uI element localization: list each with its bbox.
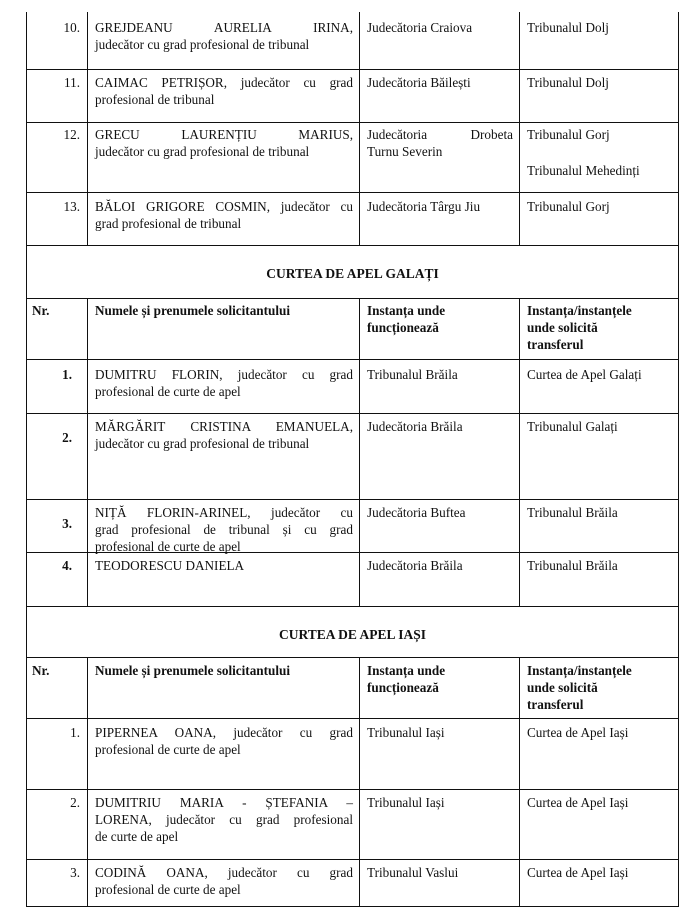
current-court: Judecătoria Brăila — [367, 419, 463, 434]
row-divider — [26, 359, 679, 360]
applicant-name: profesional de curte de apel — [95, 882, 241, 897]
column-header-current-court: funcționează — [367, 680, 439, 695]
row-divider — [26, 789, 679, 790]
row-number: 1. — [62, 367, 72, 382]
applicant-name: profesional de curte de apel — [95, 742, 241, 757]
row-number: 3. — [62, 516, 72, 531]
column-header-name: Numele și prenumele solicitantului — [95, 663, 291, 678]
column-divider — [519, 298, 520, 606]
applicant-name: profesional de curte de apel — [95, 539, 241, 554]
column-divider — [87, 657, 88, 907]
requested-court: Tribunalul Brăila — [527, 505, 618, 520]
applicant-name: CAIMAC PETRIȘOR, judecător cu grad — [95, 75, 353, 90]
current-court: Judecătoria Târgu Jiu — [367, 199, 481, 214]
applicant-name: CODINĂ OANA, judecător cu grad — [95, 865, 353, 880]
row-divider — [26, 657, 679, 658]
applicant-name: judecător cu grad profesional de tribunal — [95, 37, 310, 52]
applicant-name: judecător cu grad profesional de tribunal — [95, 144, 310, 159]
requested-court: Curtea de Apel Iași — [527, 865, 629, 880]
current-court: Tribunalul Iași — [367, 725, 445, 740]
applicant-name: LORENA, judecător cu grad profesional — [95, 812, 353, 827]
applicant-name: grad profesional de tribunal și cu grad — [95, 522, 353, 537]
court-section-title: CURTEA DE APEL GALAȚI — [266, 266, 439, 281]
row-divider — [26, 906, 679, 907]
applicant-name: MĂRGĂRIT CRISTINA EMANUELA, — [95, 419, 353, 434]
row-number: 10. — [63, 20, 80, 35]
row-number: 1. — [70, 725, 80, 740]
column-header-nr: Nr. — [32, 663, 50, 678]
applicant-name: TEODORESCU DANIELA — [95, 558, 245, 573]
current-court: Judecătoria Băilești — [367, 75, 471, 90]
column-divider — [87, 12, 88, 245]
column-header-current-court: Instanța unde — [367, 303, 446, 318]
column-header-requested-court: Instanța/instanțele — [527, 663, 632, 678]
current-court: Judecătoria Drobeta — [367, 127, 513, 142]
current-court: Judecătoria Craiova — [367, 20, 473, 35]
requested-court: Tribunalul Gorj — [527, 199, 610, 214]
row-number: 2. — [70, 795, 80, 810]
applicant-name: NIȚĂ FLORIN-ARINEL, judecător cu — [95, 505, 353, 520]
column-divider — [519, 657, 520, 907]
column-header-current-court: Instanța unde — [367, 663, 446, 678]
applicant-name: judecător cu grad profesional de tribunal — [95, 436, 310, 451]
row-number: 12. — [63, 127, 80, 142]
current-court: Tribunalul Vaslui — [367, 865, 459, 880]
applicant-name: GREJDEANU AURELIA IRINA, — [95, 20, 353, 35]
requested-court: Curtea de Apel Iași — [527, 725, 629, 740]
requested-court: Tribunalul Galați — [527, 419, 618, 434]
row-number: 13. — [63, 199, 80, 214]
applicant-name: DUMITRU FLORIN, judecător cu grad — [95, 367, 353, 382]
row-divider — [26, 298, 679, 299]
requested-court: Tribunalul Brăila — [527, 558, 618, 573]
applicant-name: de curte de apel — [95, 829, 179, 844]
row-number: 2. — [62, 430, 72, 445]
current-court: Judecătoria Buftea — [367, 505, 466, 520]
column-divider — [87, 298, 88, 606]
applicant-name: grad profesional de tribunal — [95, 216, 242, 231]
requested-court: Tribunalul Dolj — [527, 20, 609, 35]
row-divider — [26, 69, 679, 70]
applicant-name: profesional de tribunal — [95, 92, 215, 107]
row-divider — [26, 413, 679, 414]
row-divider — [26, 718, 679, 719]
column-header-nr: Nr. — [32, 303, 50, 318]
row-divider — [26, 245, 679, 246]
row-divider — [26, 192, 679, 193]
column-header-name: Numele și prenumele solicitantului — [95, 303, 291, 318]
row-divider — [26, 499, 679, 500]
court-section-title: CURTEA DE APEL IAȘI — [279, 627, 426, 642]
column-header-requested-court: transferul — [527, 337, 584, 352]
applicant-name: PIPERNEA OANA, judecător cu grad — [95, 725, 353, 740]
column-divider — [359, 12, 360, 245]
column-divider — [519, 12, 520, 245]
applicant-name: DUMITRIU MARIA - ȘTEFANIA – — [95, 795, 353, 810]
requested-court: Tribunalul Gorj — [527, 127, 610, 142]
current-court: Judecătoria Brăila — [367, 558, 463, 573]
requested-court: Curtea de Apel Iași — [527, 795, 629, 810]
applicant-name: GRECU LAURENȚIU MARIUS, — [95, 127, 353, 142]
row-divider — [26, 606, 679, 607]
table-border — [26, 12, 27, 907]
current-court: Turnu Severin — [367, 144, 443, 159]
table-border — [678, 12, 679, 907]
current-court: Tribunalul Brăila — [367, 367, 458, 382]
current-court: Tribunalul Iași — [367, 795, 445, 810]
requested-court: Tribunalul Mehedinți — [527, 163, 640, 178]
column-header-requested-court: unde solicită — [527, 680, 598, 695]
requested-court: Tribunalul Dolj — [527, 75, 609, 90]
applicant-name: BĂLOI GRIGORE COSMIN, judecător cu — [95, 199, 353, 214]
row-number: 4. — [62, 558, 72, 573]
row-divider — [26, 859, 679, 860]
column-divider — [359, 657, 360, 907]
row-divider — [26, 122, 679, 123]
column-header-requested-court: transferul — [527, 697, 584, 712]
column-header-requested-court: unde solicită — [527, 320, 598, 335]
row-number: 11. — [64, 75, 80, 90]
column-header-current-court: funcționează — [367, 320, 439, 335]
requested-court: Curtea de Apel Galați — [527, 367, 642, 382]
column-header-requested-court: Instanța/instanțele — [527, 303, 632, 318]
row-number: 3. — [70, 865, 80, 880]
applicant-name: profesional de curte de apel — [95, 384, 241, 399]
column-divider — [359, 298, 360, 606]
